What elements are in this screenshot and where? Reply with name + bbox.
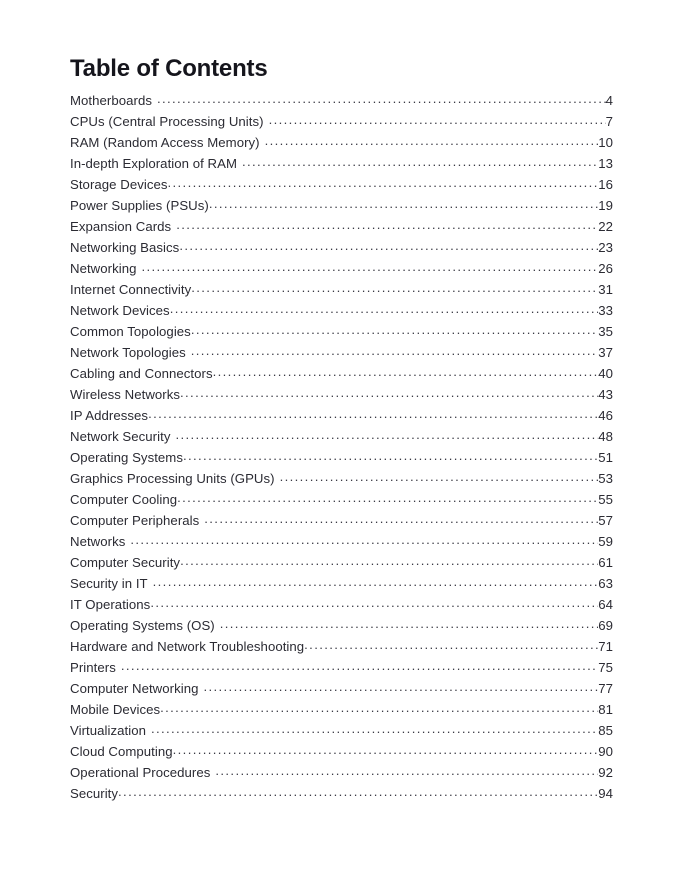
dot-leader: [209, 197, 598, 210]
toc-entry-title: Security: [70, 785, 119, 801]
toc-entry[interactable]: [70, 468, 613, 489]
toc-entry-page-number: 4: [605, 92, 613, 108]
toc-entry-page-number: 85: [598, 722, 613, 738]
dot-leader: [204, 512, 598, 525]
toc-entry-page-number: 22: [598, 218, 613, 234]
toc-entry-title: Power Supplies (PSUs): [70, 197, 209, 213]
toc-entry[interactable]: [70, 552, 613, 573]
dot-leader: [180, 386, 598, 399]
toc-entry-page-number: 94: [598, 785, 613, 801]
dot-leader: [280, 470, 599, 483]
toc-entry[interactable]: [70, 720, 613, 741]
dot-leader: [269, 113, 606, 126]
toc-entry-title: Network Devices: [70, 302, 170, 318]
page-title: Table of Contents: [70, 55, 268, 82]
toc-entry-page-number: 59: [598, 533, 613, 549]
dot-leader: [191, 281, 598, 294]
toc-entry-page-number: 64: [598, 596, 613, 612]
dot-leader: [121, 659, 598, 672]
toc-entry[interactable]: [70, 384, 613, 405]
dot-leader: [242, 155, 598, 168]
dot-leader: [183, 449, 598, 462]
toc-entry[interactable]: [70, 153, 613, 174]
toc-entry-title: Network Security: [70, 428, 171, 444]
toc-entry[interactable]: [70, 321, 613, 342]
toc-entry-title: Operating Systems: [70, 449, 183, 465]
toc-entry-title: Wireless Networks: [70, 386, 181, 402]
toc-entry[interactable]: [70, 678, 613, 699]
dot-leader: [118, 785, 598, 798]
toc-entry-title: IP Addresses: [70, 407, 149, 423]
dot-leader: [304, 638, 598, 651]
dot-leader: [157, 92, 606, 105]
dot-leader: [265, 134, 599, 147]
toc-entry[interactable]: [70, 363, 613, 384]
toc-entry-title: Motherboards: [70, 92, 152, 108]
dot-leader: [215, 764, 598, 777]
toc-entry[interactable]: [70, 699, 613, 720]
toc-entry[interactable]: [70, 615, 613, 636]
toc-entry-page-number: 92: [598, 764, 613, 780]
toc-entry-title: Virtualization: [70, 722, 146, 738]
toc-entry-page-number: 55: [598, 491, 613, 507]
dot-leader: [150, 596, 598, 609]
toc-entry[interactable]: [70, 762, 613, 783]
toc-entry[interactable]: [70, 90, 613, 111]
toc-entry-title: CPUs (Central Processing Units): [70, 113, 264, 129]
toc-entry-title: Graphics Processing Units (GPUs): [70, 470, 275, 486]
toc-entry-title: Storage Devices: [70, 176, 168, 192]
toc-entry-page-number: 33: [598, 302, 613, 318]
toc-entry-title: Cloud Computing: [70, 743, 173, 759]
toc-entry-page-number: 10: [598, 134, 613, 150]
toc-entry-page-number: 81: [598, 701, 613, 717]
dot-leader: [177, 491, 598, 504]
toc-entry-page-number: 26: [598, 260, 613, 276]
dot-leader: [176, 218, 598, 231]
toc-entry-title: Computer Security: [70, 554, 181, 570]
toc-entry[interactable]: [70, 447, 613, 468]
toc-entry[interactable]: [70, 132, 613, 153]
toc-entry-page-number: 71: [598, 638, 613, 654]
toc-entry-title: Cabling and Connectors: [70, 365, 213, 381]
toc-entry-title: Printers: [70, 659, 116, 675]
toc-entry-page-number: 40: [598, 365, 613, 381]
dot-leader: [203, 680, 598, 693]
toc-entry[interactable]: [70, 300, 613, 321]
toc-entry-title: RAM (Random Access Memory): [70, 134, 260, 150]
toc-entry-page-number: 37: [598, 344, 613, 360]
dot-leader: [141, 260, 598, 273]
toc-entry[interactable]: [70, 783, 613, 804]
toc-entry-title: IT Operations: [70, 596, 151, 612]
toc-entry-page-number: 51: [598, 449, 613, 465]
toc-entry-title: In-depth Exploration of RAM: [70, 155, 238, 171]
dot-leader: [191, 344, 598, 357]
toc-entry-page-number: 19: [598, 197, 613, 213]
toc-entry-title: Hardware and Network Troubleshooting: [70, 638, 305, 654]
toc-entry-title: Network Topologies: [70, 344, 186, 360]
toc-entry[interactable]: [70, 174, 613, 195]
toc-entry[interactable]: [70, 657, 613, 678]
dot-leader: [168, 176, 599, 189]
toc-entry-page-number: 43: [598, 386, 613, 402]
toc-entry[interactable]: [70, 594, 613, 615]
toc-entry-title: Security in IT: [70, 575, 148, 591]
dot-leader: [170, 302, 599, 315]
toc-entry-title: Operational Procedures: [70, 764, 211, 780]
toc-entry-title: Internet Connectivity: [70, 281, 192, 297]
toc-entry-page-number: 48: [598, 428, 613, 444]
toc-entry-page-number: 31: [598, 281, 613, 297]
toc-entry-title: Computer Peripherals: [70, 512, 200, 528]
toc-entry-page-number: 23: [598, 239, 613, 255]
toc-entry[interactable]: [70, 405, 613, 426]
toc-entry-page-number: 7: [605, 113, 613, 129]
toc-entry-page-number: 16: [598, 176, 613, 192]
dot-leader: [153, 575, 599, 588]
toc-entry-title: Operating Systems (OS): [70, 617, 215, 633]
dot-leader: [173, 743, 599, 756]
toc-entry-title: Mobile Devices: [70, 701, 161, 717]
toc-entry[interactable]: [70, 237, 613, 258]
toc-entry-title: Computer Cooling: [70, 491, 178, 507]
toc-entry-title: Expansion Cards: [70, 218, 172, 234]
toc-entry-page-number: 35: [598, 323, 613, 339]
toc-entry[interactable]: [70, 531, 613, 552]
toc-entry[interactable]: [70, 636, 613, 657]
dot-leader: [148, 407, 598, 420]
toc-entry[interactable]: [70, 216, 613, 237]
dot-leader: [191, 323, 598, 336]
toc-entry-title: Networks: [70, 533, 126, 549]
dot-leader: [160, 701, 598, 714]
toc-entry-page-number: 69: [598, 617, 613, 633]
toc-entry[interactable]: [70, 279, 613, 300]
toc-entry[interactable]: [70, 258, 613, 279]
toc-entry[interactable]: [70, 573, 613, 594]
toc-entry-page-number: 13: [598, 155, 613, 171]
toc-entry[interactable]: [70, 510, 613, 531]
dot-leader: [130, 533, 598, 546]
dot-leader: [175, 428, 598, 441]
dot-leader: [213, 365, 599, 378]
toc-entry-title: Networking: [70, 260, 137, 276]
toc-entry[interactable]: [70, 489, 613, 510]
toc-entry-page-number: 63: [598, 575, 613, 591]
dot-leader: [220, 617, 598, 630]
dot-leader: [151, 722, 598, 735]
toc-entry[interactable]: [70, 111, 613, 132]
toc-entry[interactable]: [70, 426, 613, 447]
dot-leader: [179, 239, 598, 252]
toc-entry-page-number: 61: [598, 554, 613, 570]
toc-entry[interactable]: [70, 195, 613, 216]
toc-entry-page-number: 57: [598, 512, 613, 528]
toc-entry[interactable]: [70, 741, 613, 762]
toc-entry[interactable]: [70, 342, 613, 363]
toc-entry-page-number: 77: [598, 680, 613, 696]
toc-entry-page-number: 46: [598, 407, 613, 423]
toc-entry-title: Computer Networking: [70, 680, 199, 696]
toc-entry-title: Networking Basics: [70, 239, 180, 255]
dot-leader: [180, 554, 598, 567]
table-of-contents-list: [70, 90, 613, 804]
toc-entry-page-number: 53: [598, 470, 613, 486]
toc-entry-page-number: 75: [598, 659, 613, 675]
toc-entry-title: Common Topologies: [70, 323, 191, 339]
toc-entry-page-number: 90: [598, 743, 613, 759]
